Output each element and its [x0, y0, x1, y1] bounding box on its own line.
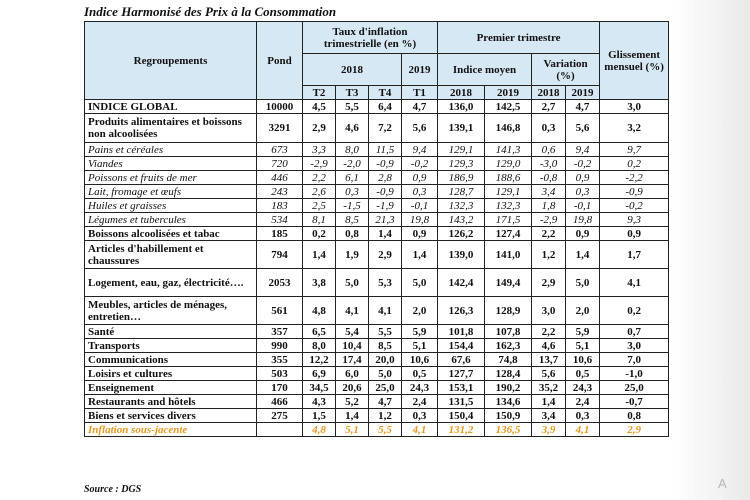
row-label: Logement, eau, gaz, électricité…. — [85, 269, 257, 297]
indice-2019-cell: 141,0 — [485, 241, 532, 269]
t2-cell: 12,2 — [303, 353, 336, 367]
indice-2018-cell: 136,0 — [438, 100, 485, 114]
variation-2018-cell: 35,2 — [532, 381, 566, 395]
indice-2018-cell: 129,3 — [438, 157, 485, 171]
pond-cell: 170 — [257, 381, 303, 395]
variation-2019-cell: 5,6 — [566, 114, 600, 143]
variation-2018-cell: 0,3 — [532, 114, 566, 143]
t3-cell: 8,0 — [336, 143, 369, 157]
glissement-cell: 0,9 — [600, 227, 669, 241]
header-t4: T4 — [369, 86, 402, 100]
t1-cell: 0,9 — [402, 171, 438, 185]
indice-2018-cell: 142,4 — [438, 269, 485, 297]
row-label: Loisirs et cultures — [85, 367, 257, 381]
t4-cell: 2,9 — [369, 241, 402, 269]
t1-cell: 2,0 — [402, 297, 438, 325]
glissement-cell: 7,0 — [600, 353, 669, 367]
row-label: Inflation sous-jacente — [85, 423, 257, 437]
source-note: Source : DGS — [84, 484, 142, 495]
variation-2018-cell: 5,6 — [532, 367, 566, 381]
indice-2018-cell: 154,4 — [438, 339, 485, 353]
table-row — [85, 381, 669, 395]
variation-2019-cell: 2,0 — [566, 297, 600, 325]
table-row — [85, 395, 669, 409]
table-row — [85, 100, 669, 114]
pond-cell: 243 — [257, 185, 303, 199]
table-row — [85, 185, 669, 199]
indice-2019-cell: 141,3 — [485, 143, 532, 157]
t3-cell: 4,1 — [336, 297, 369, 325]
t1-cell: 0,9 — [402, 227, 438, 241]
t4-cell: -0,9 — [369, 157, 402, 171]
indice-2019-cell: 146,8 — [485, 114, 532, 143]
t2-cell: 3,8 — [303, 269, 336, 297]
variation-2018-cell: 3,4 — [532, 409, 566, 423]
table-row — [85, 171, 669, 185]
t4-cell: 8,5 — [369, 339, 402, 353]
page-edge-shadow — [672, 0, 750, 500]
t2-cell: 4,8 — [303, 423, 336, 437]
t2-cell: 4,8 — [303, 297, 336, 325]
variation-2018-cell: 2,2 — [532, 325, 566, 339]
t4-cell: 5,5 — [369, 325, 402, 339]
glissement-cell: 4,1 — [600, 269, 669, 297]
t4-cell: 1,4 — [369, 227, 402, 241]
table-row — [85, 114, 669, 143]
indice-2019-cell: 150,9 — [485, 409, 532, 423]
indice-2018-cell: 150,4 — [438, 409, 485, 423]
glissement-cell: -0,7 — [600, 395, 669, 409]
t4-cell: 11,5 — [369, 143, 402, 157]
t3-cell: 5,1 — [336, 423, 369, 437]
t1-cell: 2,4 — [402, 395, 438, 409]
indice-2019-cell: 134,6 — [485, 395, 532, 409]
indice-2018-cell: 67,6 — [438, 353, 485, 367]
t2-cell: -2,9 — [303, 157, 336, 171]
variation-2019-cell: 0,3 — [566, 409, 600, 423]
indice-2018-cell: 186,9 — [438, 171, 485, 185]
table-row — [85, 157, 669, 171]
t3-cell: 1,4 — [336, 409, 369, 423]
glissement-cell: 3,2 — [600, 114, 669, 143]
t2-cell: 0,2 — [303, 227, 336, 241]
variation-2018-cell: 1,2 — [532, 241, 566, 269]
glissement-cell: 25,0 — [600, 381, 669, 395]
variation-2018-cell: 4,6 — [532, 339, 566, 353]
table-row — [85, 241, 669, 269]
pond-cell: 534 — [257, 213, 303, 227]
indice-2018-cell: 143,2 — [438, 213, 485, 227]
row-label: Meubles, articles de ménages, entretien… — [85, 297, 257, 325]
variation-2019-cell: 1,4 — [566, 241, 600, 269]
indice-2019-cell: 127,4 — [485, 227, 532, 241]
indice-2018-cell: 101,8 — [438, 325, 485, 339]
watermark-text: A — [718, 476, 727, 491]
pond-cell: 466 — [257, 395, 303, 409]
table-row — [85, 199, 669, 213]
variation-2019-cell: 4,7 — [566, 100, 600, 114]
header-regroupements: Regroupements — [85, 22, 257, 100]
t1-cell: 24,3 — [402, 381, 438, 395]
t1-cell: 0,3 — [402, 185, 438, 199]
table-row — [85, 353, 669, 367]
indice-2018-cell: 126,2 — [438, 227, 485, 241]
variation-2018-cell: 3,4 — [532, 185, 566, 199]
t1-cell: 9,4 — [402, 143, 438, 157]
header-im-2018: 2018 — [438, 86, 485, 100]
variation-2019-cell: 4,1 — [566, 423, 600, 437]
table-row — [85, 269, 669, 297]
t4-cell: 25,0 — [369, 381, 402, 395]
indice-2018-cell: 153,1 — [438, 381, 485, 395]
variation-2018-cell: 1,8 — [532, 199, 566, 213]
t3-cell: 5,5 — [336, 100, 369, 114]
t2-cell: 2,5 — [303, 199, 336, 213]
header-indice-moyen: Indice moyen — [438, 54, 532, 86]
header-t1: T1 — [402, 86, 438, 100]
indice-2019-cell: 142,5 — [485, 100, 532, 114]
variation-2018-cell: 3,9 — [532, 423, 566, 437]
glissement-cell: 1,7 — [600, 241, 669, 269]
t1-cell: -0,1 — [402, 199, 438, 213]
row-label: INDICE GLOBAL — [85, 100, 257, 114]
row-label: Viandes — [85, 157, 257, 171]
variation-2019-cell: 19,8 — [566, 213, 600, 227]
t1-cell: 5,6 — [402, 114, 438, 143]
table-row — [85, 367, 669, 381]
t4-cell: 5,5 — [369, 423, 402, 437]
indice-2019-cell: 188,6 — [485, 171, 532, 185]
glissement-cell: -2,2 — [600, 171, 669, 185]
header-year-2019: 2019 — [402, 54, 438, 86]
pond-cell: 183 — [257, 199, 303, 213]
t3-cell: 5,2 — [336, 395, 369, 409]
variation-2019-cell: 0,9 — [566, 171, 600, 185]
indice-2018-cell: 127,7 — [438, 367, 485, 381]
row-label: Produits alimentaires et boissons non alcoolisées — [85, 114, 257, 143]
t1-cell: 5,0 — [402, 269, 438, 297]
t2-cell: 8,0 — [303, 339, 336, 353]
header-premier-trimestre: Premier trimestre — [438, 22, 600, 54]
pond-cell: 990 — [257, 339, 303, 353]
glissement-cell: 3,0 — [600, 100, 669, 114]
table-row — [85, 297, 669, 325]
t4-cell: 7,2 — [369, 114, 402, 143]
indice-2019-cell: 171,5 — [485, 213, 532, 227]
t4-cell: 6,4 — [369, 100, 402, 114]
indice-2018-cell: 131,2 — [438, 423, 485, 437]
t4-cell: 5,3 — [369, 269, 402, 297]
glissement-cell: -0,2 — [600, 199, 669, 213]
pond-cell: 3291 — [257, 114, 303, 143]
glissement-cell: 9,3 — [600, 213, 669, 227]
glissement-cell: 9,7 — [600, 143, 669, 157]
t4-cell: 2,8 — [369, 171, 402, 185]
row-label: Enseignement — [85, 381, 257, 395]
t1-cell: 19,8 — [402, 213, 438, 227]
t4-cell: 4,1 — [369, 297, 402, 325]
pond-cell: 503 — [257, 367, 303, 381]
t4-cell: -0,9 — [369, 185, 402, 199]
indice-2019-cell: 149,4 — [485, 269, 532, 297]
t3-cell: 10,4 — [336, 339, 369, 353]
indice-2019-cell: 129,1 — [485, 185, 532, 199]
pond-cell: 185 — [257, 227, 303, 241]
variation-2018-cell: 3,0 — [532, 297, 566, 325]
variation-2018-cell: 2,7 — [532, 100, 566, 114]
header-t2: T2 — [303, 86, 336, 100]
glissement-cell: 0,7 — [600, 325, 669, 339]
row-label: Pains et céréales — [85, 143, 257, 157]
t2-cell: 1,4 — [303, 241, 336, 269]
document-title: Indice Harmonisé des Prix à la Consommation — [84, 4, 337, 19]
t2-cell: 3,3 — [303, 143, 336, 157]
glissement-cell: 0,2 — [600, 157, 669, 171]
variation-2019-cell: 5,0 — [566, 269, 600, 297]
row-label: Légumes et tubercules — [85, 213, 257, 227]
table-row — [85, 325, 669, 339]
t3-cell: 0,8 — [336, 227, 369, 241]
t2-cell: 8,1 — [303, 213, 336, 227]
glissement-cell: 2,9 — [600, 423, 669, 437]
variation-2018-cell: 1,4 — [532, 395, 566, 409]
t3-cell: 4,6 — [336, 114, 369, 143]
row-label: Articles d'habillement et chaussures — [85, 241, 257, 269]
glissement-cell: 0,8 — [600, 409, 669, 423]
pond-cell — [257, 423, 303, 437]
pond-cell: 355 — [257, 353, 303, 367]
indice-2018-cell: 139,0 — [438, 241, 485, 269]
t2-cell: 6,5 — [303, 325, 336, 339]
variation-2018-cell: -3,0 — [532, 157, 566, 171]
indice-2019-cell: 128,9 — [485, 297, 532, 325]
indice-2018-cell: 131,5 — [438, 395, 485, 409]
indice-2019-cell: 128,4 — [485, 367, 532, 381]
t2-cell: 4,5 — [303, 100, 336, 114]
header-year-2018: 2018 — [303, 54, 402, 86]
variation-2019-cell: 2,4 — [566, 395, 600, 409]
table-row — [85, 339, 669, 353]
indice-2019-cell: 136,5 — [485, 423, 532, 437]
t3-cell: 0,3 — [336, 185, 369, 199]
t4-cell: 20,0 — [369, 353, 402, 367]
variation-2019-cell: 10,6 — [566, 353, 600, 367]
t4-cell: 21,3 — [369, 213, 402, 227]
pond-cell: 561 — [257, 297, 303, 325]
t1-cell: 0,3 — [402, 409, 438, 423]
t1-cell: 5,1 — [402, 339, 438, 353]
t3-cell: -2,0 — [336, 157, 369, 171]
row-label: Huiles et graisses — [85, 199, 257, 213]
variation-2019-cell: -0,2 — [566, 157, 600, 171]
row-label: Poissons et fruits de mer — [85, 171, 257, 185]
variation-2019-cell: 24,3 — [566, 381, 600, 395]
t3-cell: 5,0 — [336, 269, 369, 297]
header-glissement: Glissement mensuel (%) — [600, 22, 669, 100]
t1-cell: 5,9 — [402, 325, 438, 339]
t2-cell: 4,3 — [303, 395, 336, 409]
t4-cell: 5,0 — [369, 367, 402, 381]
indice-2019-cell: 132,3 — [485, 199, 532, 213]
indice-2019-cell: 129,0 — [485, 157, 532, 171]
pond-cell: 794 — [257, 241, 303, 269]
variation-2018-cell: 2,9 — [532, 269, 566, 297]
header-row-1 — [85, 22, 669, 54]
t3-cell: 20,6 — [336, 381, 369, 395]
t3-cell: 8,5 — [336, 213, 369, 227]
row-label: Lait, fromage et œufs — [85, 185, 257, 199]
t1-cell: 0,5 — [402, 367, 438, 381]
pond-cell: 720 — [257, 157, 303, 171]
indice-2018-cell: 132,3 — [438, 199, 485, 213]
row-label: Biens et services divers — [85, 409, 257, 423]
t1-cell: 4,7 — [402, 100, 438, 114]
t4-cell: -1,9 — [369, 199, 402, 213]
variation-2019-cell: 9,4 — [566, 143, 600, 157]
table-row — [85, 409, 669, 423]
t2-cell: 2,9 — [303, 114, 336, 143]
variation-2018-cell: 13,7 — [532, 353, 566, 367]
indice-2019-cell: 162,3 — [485, 339, 532, 353]
row-label: Santé — [85, 325, 257, 339]
t2-cell: 1,5 — [303, 409, 336, 423]
header-var-2018: 2018 — [532, 86, 566, 100]
indice-2018-cell: 139,1 — [438, 114, 485, 143]
variation-2018-cell: -0,8 — [532, 171, 566, 185]
variation-2018-cell: -2,9 — [532, 213, 566, 227]
t4-cell: 1,2 — [369, 409, 402, 423]
t2-cell: 2,6 — [303, 185, 336, 199]
variation-2019-cell: 0,5 — [566, 367, 600, 381]
variation-2019-cell: 0,9 — [566, 227, 600, 241]
glissement-cell: -0,9 — [600, 185, 669, 199]
indice-2019-cell: 190,2 — [485, 381, 532, 395]
pond-cell: 357 — [257, 325, 303, 339]
indice-2019-cell: 107,8 — [485, 325, 532, 339]
table-row — [85, 143, 669, 157]
t3-cell: 17,4 — [336, 353, 369, 367]
pond-cell: 673 — [257, 143, 303, 157]
row-label: Transports — [85, 339, 257, 353]
indice-2018-cell: 129,1 — [438, 143, 485, 157]
glissement-cell: 0,2 — [600, 297, 669, 325]
glissement-cell: -1,0 — [600, 367, 669, 381]
t3-cell: 5,4 — [336, 325, 369, 339]
cpi-table — [84, 21, 669, 437]
t1-cell: 10,6 — [402, 353, 438, 367]
table-row — [85, 227, 669, 241]
variation-2019-cell: 0,3 — [566, 185, 600, 199]
t3-cell: 6,0 — [336, 367, 369, 381]
pond-cell: 10000 — [257, 100, 303, 114]
variation-2018-cell: 0,6 — [532, 143, 566, 157]
row-label: Restaurants and hôtels — [85, 395, 257, 409]
row-label: Boissons alcoolisées et tabac — [85, 227, 257, 241]
t3-cell: 6,1 — [336, 171, 369, 185]
t2-cell: 2,2 — [303, 171, 336, 185]
t2-cell: 6,9 — [303, 367, 336, 381]
indice-2018-cell: 128,7 — [438, 185, 485, 199]
t2-cell: 34,5 — [303, 381, 336, 395]
variation-2019-cell: 5,9 — [566, 325, 600, 339]
glissement-cell: 3,0 — [600, 339, 669, 353]
header-pond: Pond — [257, 22, 303, 100]
variation-2018-cell: 2,2 — [532, 227, 566, 241]
t1-cell: -0,2 — [402, 157, 438, 171]
variation-2019-cell: -0,1 — [566, 199, 600, 213]
t1-cell: 1,4 — [402, 241, 438, 269]
indice-2019-cell: 74,8 — [485, 353, 532, 367]
pond-cell: 2053 — [257, 269, 303, 297]
header-variation: Variation (%) — [532, 54, 600, 86]
header-t3: T3 — [336, 86, 369, 100]
t4-cell: 4,7 — [369, 395, 402, 409]
variation-2019-cell: 5,1 — [566, 339, 600, 353]
header-im-2019: 2019 — [485, 86, 532, 100]
pond-cell: 275 — [257, 409, 303, 423]
header-taux: Taux d'inflation trimestrielle (en %) — [303, 22, 438, 54]
t1-cell: 4,1 — [402, 423, 438, 437]
row-label: Communications — [85, 353, 257, 367]
t3-cell: 1,9 — [336, 241, 369, 269]
header-var-2019: 2019 — [566, 86, 600, 100]
t3-cell: -1,5 — [336, 199, 369, 213]
indice-2018-cell: 126,3 — [438, 297, 485, 325]
table-row — [85, 213, 669, 227]
table-row — [85, 423, 669, 437]
pond-cell: 446 — [257, 171, 303, 185]
